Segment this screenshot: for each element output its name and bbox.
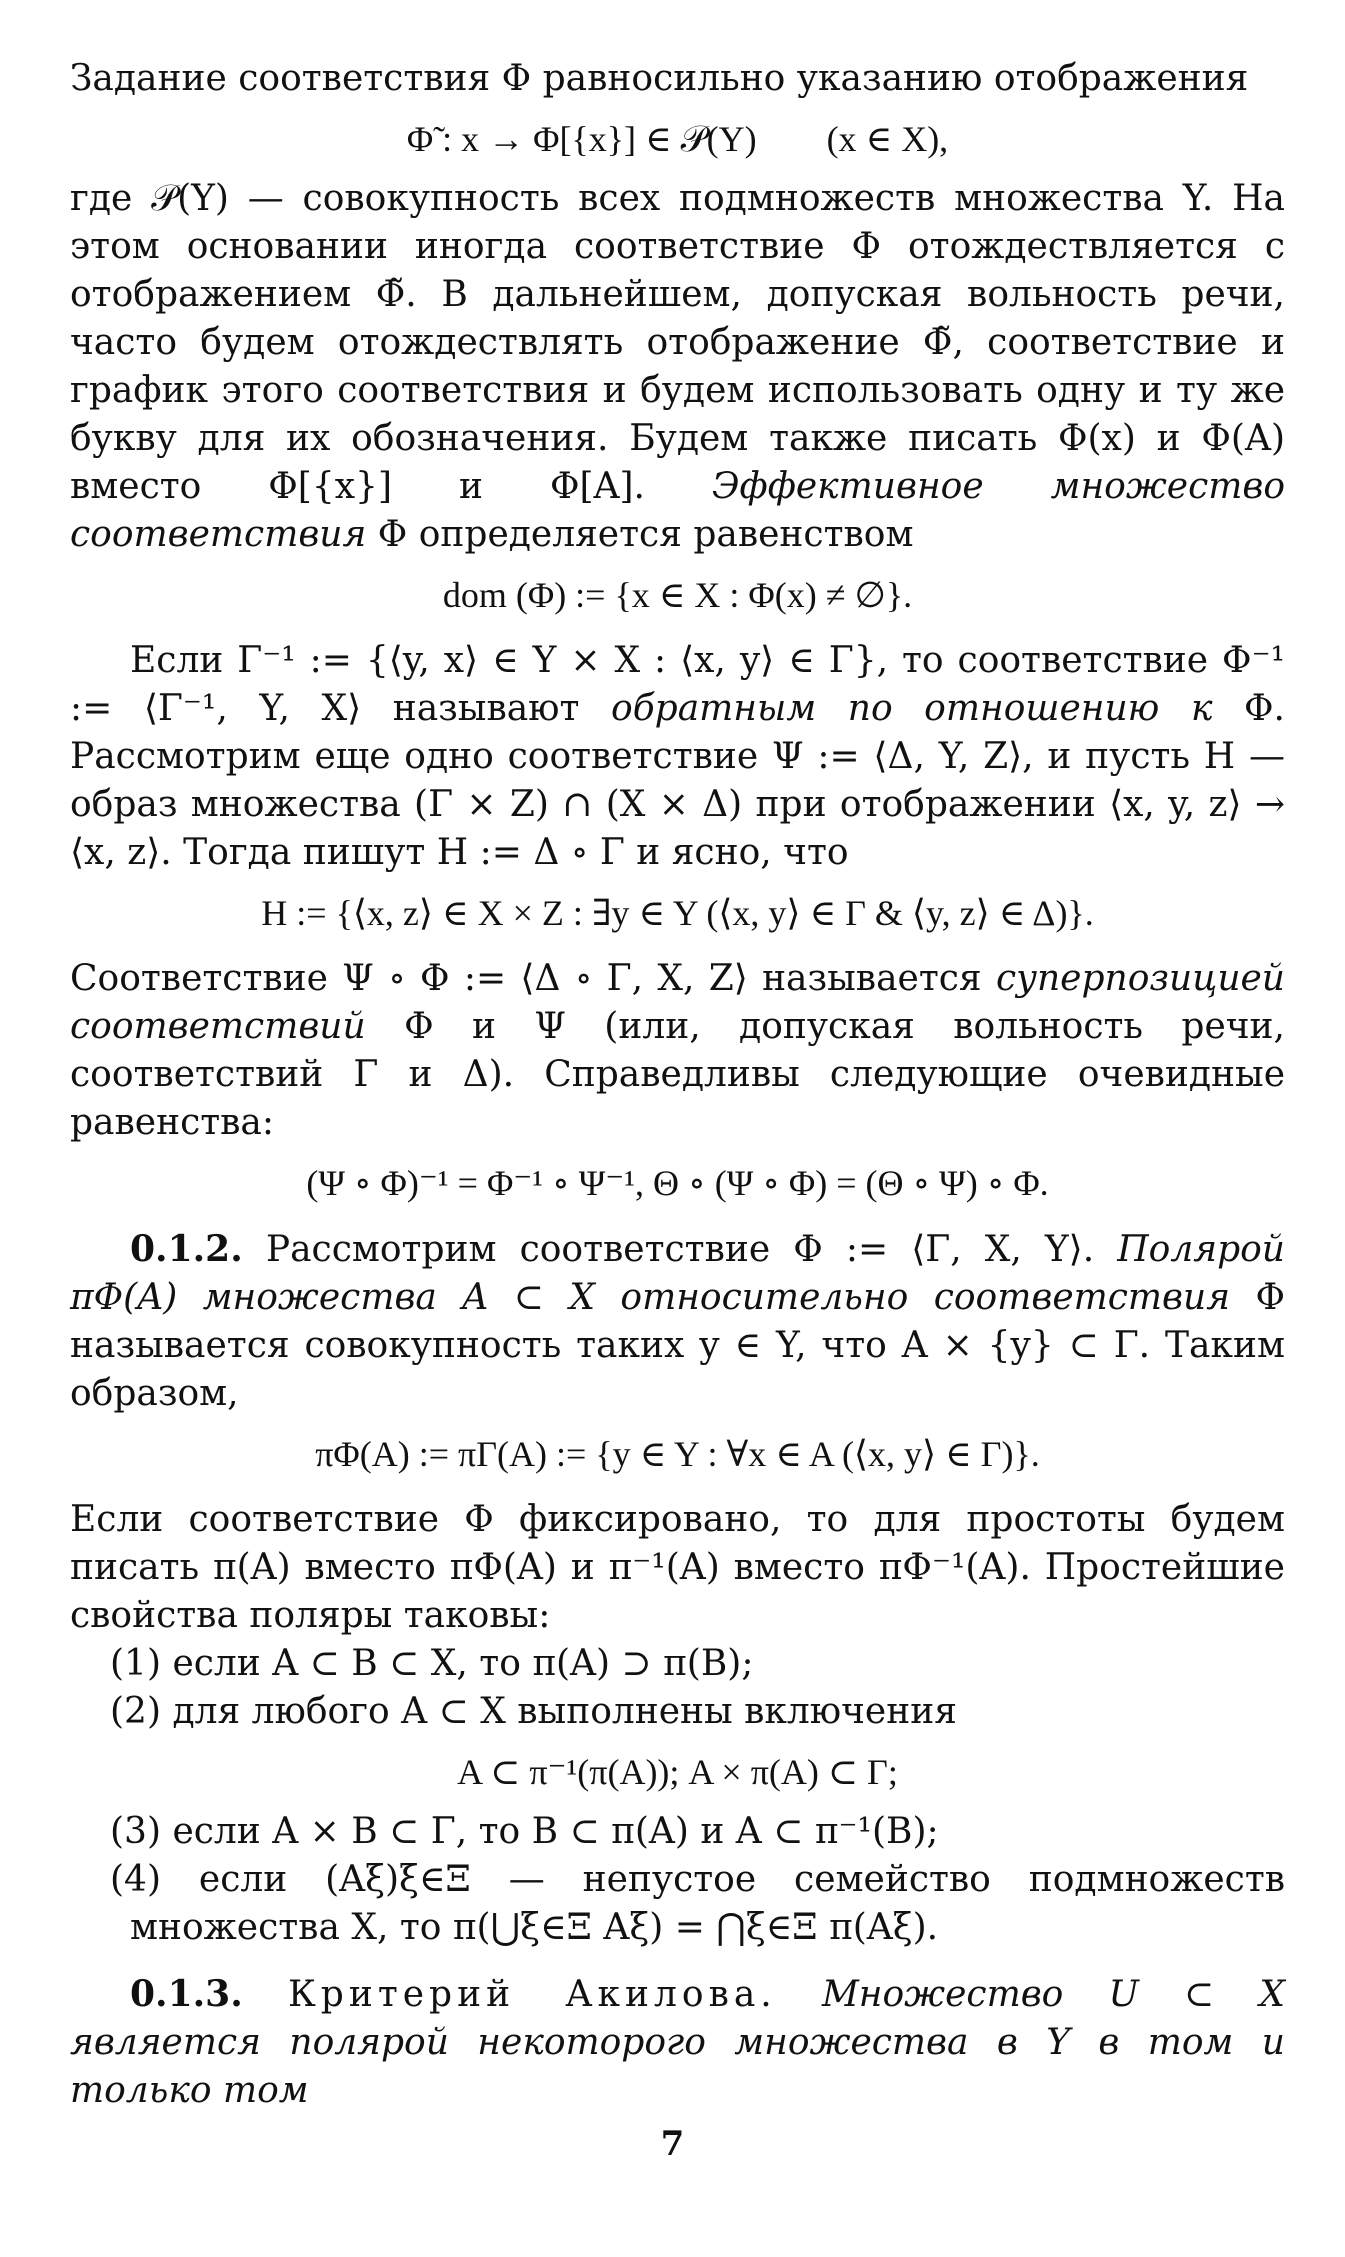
formula-mapping-condition: (x ∈ X), xyxy=(826,119,949,159)
paragraph-inverse-text-2: Φ. Рассмотрим еще одно соответствие Ψ := ⟨Δ, Y, Z⟩, и пусть H — образ множества (Γ × Z) ∩ (X × Δ) при отображении ⟨x, y, z⟩ → ⟨x, z⟩. Тогда пишут H := Δ ∘ Γ и ясно, что xyxy=(70,688,1285,873)
term-inverse: обратным по отношению к xyxy=(611,688,1213,729)
term-effective-set: Эффективное множество соответствия xyxy=(70,466,1285,555)
section-0-1-2-text-1: Рассмотрим соответствие Φ := ⟨Γ, X, Y⟩. xyxy=(265,1229,1095,1270)
section-number-0-1-2: 0.1.2. xyxy=(130,1228,243,1270)
paragraph-powerset-text: где 𝒫(Y) — совокупность всех подмножеств множества Y. На этом основании иногда соответствие Φ отождествляется с отображением Φ̃. В дальнейшем, допуская вольность речи, часто будем отождествлять отображение Φ̃, соответствие и график этого соответствия и будем использовать одну и ту же букву для их обозначения. Будем также писать Φ(x) и Φ(A) вместо Φ[{x}] и Φ[A]. xyxy=(70,178,1285,507)
formula-composition: H := {⟨x, z⟩ ∈ X × Z : ∃y ∈ Y (⟨x, y⟩ ∈ Γ & ⟨y, z⟩ ∈ Δ)}. xyxy=(261,893,1094,933)
section-0-1-2 xyxy=(70,1225,1285,1418)
formula-dom: dom (Φ) := {x ∈ X : Φ(x) ≠ ∅}. xyxy=(442,575,913,615)
paragraph-inverse xyxy=(70,637,1285,877)
section-0-1-2-text-2: Φ называется совокупность таких y ∈ Y, что A × {y} ⊂ Γ. Таким образом, xyxy=(70,1277,1285,1414)
formula-mapping-main: Φ̃ : x → Φ[{x}] ∈ 𝒫(Y) xyxy=(406,119,757,159)
paragraph-superposition xyxy=(70,955,1285,1147)
formula-equalities: (Ψ ∘ Φ)⁻¹ = Φ⁻¹ ∘ Ψ⁻¹, Θ ∘ (Ψ ∘ Φ) = (Θ ∘ Ψ) ∘ Φ. xyxy=(306,1163,1049,1203)
list-item-1: (1) если A ⊂ B ⊂ X, то π(A) ⊃ π(B); xyxy=(110,1643,754,1684)
formula-mapping xyxy=(70,115,1285,163)
criterion-statement: Множество U ⊂ X является полярой некоторого множества в Y в том и только том xyxy=(70,1974,1285,2111)
formula-polar: πΦ(A) := πΓ(A) := {y ∈ Y : ∀x ∈ A (⟨x, y⟩ ∈ Γ)}. xyxy=(315,1434,1040,1474)
paragraph-superposition-text-1: Соответствие Ψ ∘ Φ := ⟨Δ ∘ Γ, X, Z⟩ называется xyxy=(70,958,982,999)
paragraph-powerset xyxy=(70,175,1285,559)
paragraph-inverse-text-1: Если Γ⁻¹ := {⟨y, x⟩ ∈ Y × X : ⟨x, y⟩ ∈ Γ}, то соответствие Φ⁻¹ := ⟨Γ⁻¹, Y, X⟩ называют xyxy=(70,640,1285,729)
paragraph-intro: Задание соответствия Φ равносильно указанию отображения xyxy=(70,58,1249,99)
formula-inclusions: A ⊂ π⁻¹(π(A)); A × π(A) ⊂ Γ; xyxy=(457,1752,898,1792)
paragraph-polar-notation: Если соответствие Φ фиксировано, то для простоты будем писать π(A) вместо πΦ(A) и π⁻¹(A) вместо πΦ⁻¹(A). Простейшие свойства поляры таковы: xyxy=(70,1499,1285,1636)
list-item-3: (3) если A × B ⊂ Γ, то B ⊂ π(A) и A ⊂ π⁻¹(B); xyxy=(110,1811,939,1852)
paragraph-superposition-text-2: Φ и Ψ (или, допуская вольность речи, соответствий Γ и Δ). Справедливы следующие очевидные равенства: xyxy=(70,1006,1285,1143)
page-number: 7 xyxy=(660,2124,685,2164)
list-item-2: (2) для любого A ⊂ X выполнены включения xyxy=(110,1691,957,1732)
section-number-0-1-3: 0.1.3. xyxy=(130,1973,243,2015)
term-superposition: суперпозицией соответствий xyxy=(70,958,1285,1047)
paragraph-powerset-tail: Φ определяется равенством xyxy=(377,514,914,555)
criterion-name: Критерий Акилова. xyxy=(287,1974,777,2015)
list-item-4: (4) если (Aξ)ξ∈Ξ — непустое семейство подмножеств множества X, то π(⋃ξ∈Ξ Aξ) = ⋂ξ∈Ξ π(Aξ). xyxy=(110,1859,1285,1948)
section-0-1-3 xyxy=(70,1970,1285,2115)
term-polar: Полярой πΦ(A) множества A ⊂ X относительно соответствия xyxy=(70,1229,1285,1318)
